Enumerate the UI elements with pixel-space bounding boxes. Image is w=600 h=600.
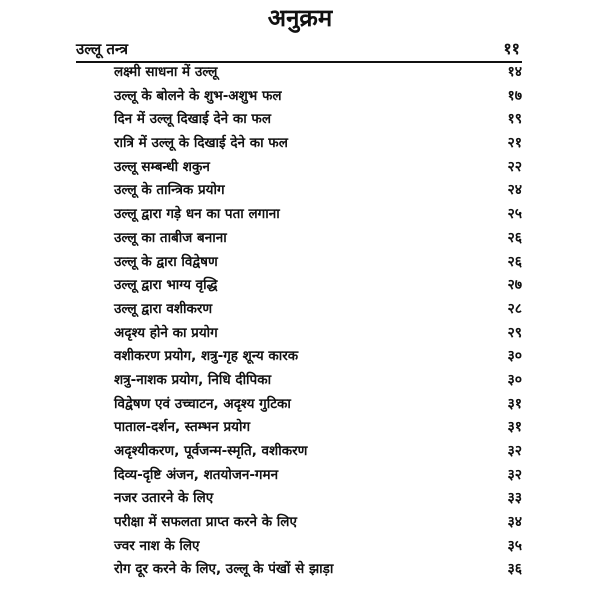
chapter-heading: [76, 37, 520, 61]
contents-entry: [114, 369, 522, 393]
page-title: अनुक्रम: [267, 4, 333, 32]
entry-page-number: ३०: [507, 371, 522, 388]
contents-entry: [114, 227, 522, 251]
entry-title: अदृश्य होने का प्रयोग: [114, 324, 218, 341]
contents-list: [114, 61, 522, 582]
entry-page-number: २२: [507, 158, 522, 175]
contents-entry: [114, 558, 522, 582]
entry-title: उल्लू के द्वारा विद्वेषण: [114, 253, 218, 270]
entry-page-number: २८: [507, 300, 522, 317]
contents-entry: [114, 345, 522, 369]
contents-entry: [114, 85, 522, 109]
contents-entry: [114, 440, 522, 464]
chapter-title: उल्लू तन्त्र: [76, 40, 129, 58]
entry-title: उल्लू सम्बन्धी शकुन: [114, 158, 210, 175]
contents-entry: [114, 108, 522, 132]
contents-entry: [114, 203, 522, 227]
contents-entry: [114, 322, 522, 346]
entry-page-number: ३२: [507, 443, 522, 459]
entry-title: शत्रु-नाशक प्रयोग, निधि दीपिका: [114, 371, 272, 388]
contents-entry: [114, 274, 522, 298]
chapter-page-number: ११: [503, 39, 520, 58]
entry-page-number: २१: [507, 135, 522, 152]
contents-entry: [114, 298, 522, 322]
contents-entry: [114, 61, 522, 85]
contents-entry: [114, 535, 522, 559]
entry-title: रोग दूर करने के लिए, उल्लू के पंखों से झाड़ा: [114, 561, 334, 578]
entry-title: रात्रि में उल्लू के दिखाई देने का फल: [114, 135, 288, 152]
entry-page-number: २६: [507, 229, 522, 246]
entry-title: विद्वेषण एवं उच्चाटन, अदृश्य गुटिका: [114, 395, 291, 412]
entry-title: परीक्षा में सफलता प्राप्त करने के लिए: [114, 514, 297, 531]
entry-page-number: २९: [507, 324, 522, 341]
entry-title: उल्लू द्वारा वशीकरण: [114, 300, 213, 317]
entry-page-number: १७: [507, 87, 522, 104]
contents-entry: [114, 251, 522, 275]
entry-title: उल्लू द्वारा गड़े धन का पता लगाना: [114, 206, 280, 223]
contents-entry: [114, 416, 522, 440]
entry-page-number: १४: [507, 64, 522, 80]
entry-title: उल्लू द्वारा भाग्य वृद्धि: [114, 277, 218, 294]
entry-page-number: ३५: [507, 537, 522, 554]
entry-page-number: ३२: [507, 466, 522, 483]
entry-title: उल्लू का ताबीज बनाना: [114, 229, 227, 246]
contents-entry: [114, 156, 522, 180]
entry-title: लक्ष्मी साधना में उल्लू: [114, 64, 218, 80]
entry-page-number: २७: [507, 277, 522, 294]
entry-page-number: ३१: [507, 419, 522, 436]
contents-entry: [114, 393, 522, 417]
entry-title: पाताल-दर्शन, स्तम्भन प्रयोग: [114, 419, 251, 436]
entry-title: अदृश्यीकरण, पूर्वजन्म-स्मृति, वशीकरण: [114, 443, 308, 459]
entry-title: वशीकरण प्रयोग, शत्रु-गृह शून्य कारक: [114, 348, 299, 365]
entry-page-number: ३३: [507, 490, 522, 507]
entry-page-number: २६: [507, 253, 522, 270]
entry-page-number: २४: [507, 182, 522, 199]
entry-page-number: २५: [507, 206, 522, 223]
entry-title: उल्लू के बोलने के शुभ-अशुभ फल: [114, 87, 282, 104]
contents-entry: [114, 464, 522, 488]
entry-title: उल्लू के तान्त्रिक प्रयोग: [114, 182, 225, 199]
contents-entry: [114, 132, 522, 156]
contents-entry: [114, 487, 522, 511]
entry-title: ज्वर नाश के लिए: [114, 537, 200, 554]
entry-title: नजर उतारने के लिए: [114, 490, 214, 507]
entry-page-number: ३४: [507, 514, 522, 531]
entry-page-number: ३०: [507, 348, 522, 365]
entry-page-number: ३६: [507, 561, 522, 578]
entry-page-number: ३१: [507, 395, 522, 412]
entry-title: दिव्य-दृष्टि अंजन, शतयोजन-गमन: [114, 466, 279, 483]
entry-title: दिन में उल्लू दिखाई देने का फल: [114, 111, 271, 128]
contents-entry: [114, 511, 522, 535]
contents-entry: [114, 179, 522, 203]
entry-page-number: १९: [507, 111, 522, 128]
